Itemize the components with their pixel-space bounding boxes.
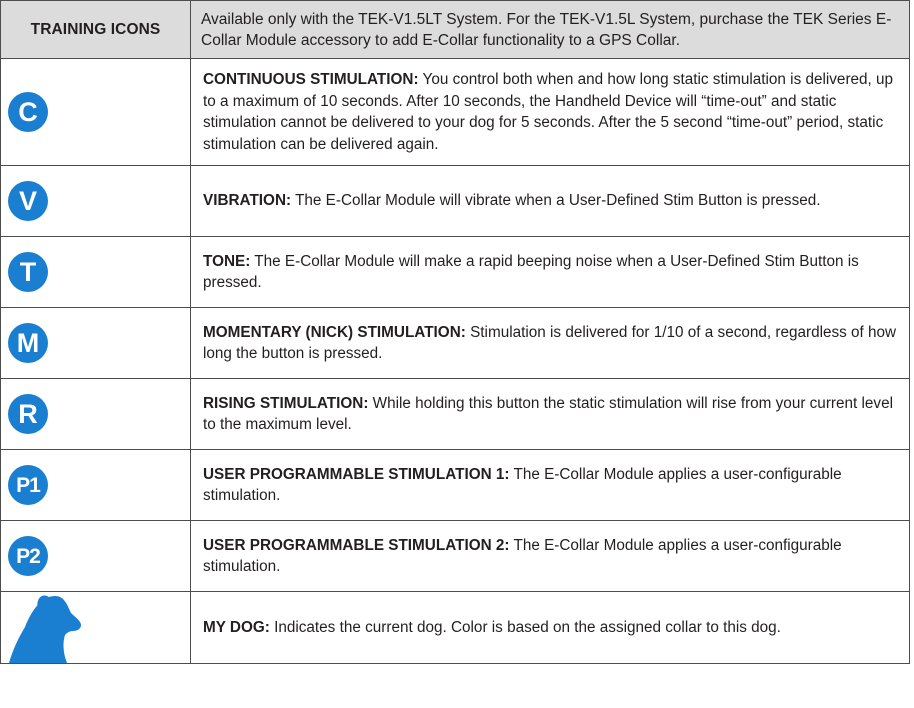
description-cell — [191, 592, 910, 664]
description-cell — [191, 308, 910, 379]
description-cell — [191, 237, 910, 308]
icon-cell — [1, 450, 191, 521]
description-text: While holding this button the static stimulation will rise from your current level to the maximum level. — [203, 394, 893, 433]
description-cell — [191, 379, 910, 450]
icon-cell — [1, 237, 191, 308]
table-row-rising — [1, 379, 910, 450]
description-cell — [191, 521, 910, 592]
continuous-stimulation-icon: C — [8, 92, 48, 132]
column-header-training-icons: TRAINING ICONS — [1, 1, 191, 59]
vibration-icon: V — [8, 181, 48, 221]
icon-cell — [1, 166, 191, 237]
programmable-stimulation-2-icon: P2 — [8, 536, 48, 576]
table-row-vibration — [1, 166, 910, 237]
description-text: The E-Collar Module will make a rapid beeping noise when a User-Defined Stim Button is pressed. — [203, 252, 859, 291]
momentary-stimulation-icon: M — [8, 323, 48, 363]
term-label: USER PROGRAMMABLE STIMULATION 1: — [203, 465, 510, 483]
term-label: VIBRATION: — [203, 192, 292, 210]
description-cell — [191, 450, 910, 521]
description-text: The E-Collar Module will vibrate when a User-Defined Stim Button is pressed. — [291, 192, 821, 210]
icon-cell — [1, 521, 191, 592]
availability-note: Available only with the TEK-V1.5LT System. For the TEK-V1.5L System, purchase the TEK Series E-Collar Module accessory to add E-Collar functionality to a GPS Collar. — [191, 1, 910, 59]
table-row-my-dog — [1, 592, 910, 664]
description-text: Stimulation is delivered for 1/10 of a second, regardless of how long the button is pressed. — [203, 323, 897, 362]
description-text: The E-Collar Module applies a user-configurable stimulation. — [203, 536, 842, 575]
tone-icon: T — [8, 252, 48, 292]
icon-cell — [1, 592, 191, 664]
description-cell — [191, 166, 910, 237]
table-row-programmable-1 — [1, 450, 910, 521]
description-text: The E-Collar Module applies a user-configurable stimulation. — [203, 465, 842, 504]
rising-stimulation-icon: R — [8, 394, 48, 434]
dog-head-icon — [7, 593, 83, 663]
term-label: CONTINUOUS STIMULATION: — [203, 71, 419, 88]
term-label: MOMENTARY (NICK) STIMULATION: — [203, 323, 466, 341]
table-row-momentary — [1, 308, 910, 379]
table-row-tone — [1, 237, 910, 308]
table-row-programmable-2 — [1, 521, 910, 592]
table-header-row — [1, 1, 910, 59]
description-text: Indicates the current dog. Color is based on the assigned collar to this dog. — [269, 618, 781, 636]
description-cell — [191, 59, 910, 166]
icon-cell — [1, 308, 191, 379]
icon-cell — [1, 59, 191, 166]
term-label: USER PROGRAMMABLE STIMULATION 2: — [203, 536, 510, 554]
description-text: You control both when and how long static stimulation is delivered, up to a maximum of 10 seconds. After 10 seconds, the Handheld Device will “time-out” and static stimulation cannot be delivered to your dog for 5 seconds. After the 5 second “time-out” period, static stimulation can be delivered again. — [203, 71, 894, 153]
term-label: RISING STIMULATION: — [203, 394, 369, 412]
term-label: MY DOG: — [203, 618, 270, 636]
term-label: TONE: — [203, 252, 251, 270]
table-row-continuous — [1, 59, 910, 166]
icon-cell — [1, 379, 191, 450]
programmable-stimulation-1-icon: P1 — [8, 465, 48, 505]
